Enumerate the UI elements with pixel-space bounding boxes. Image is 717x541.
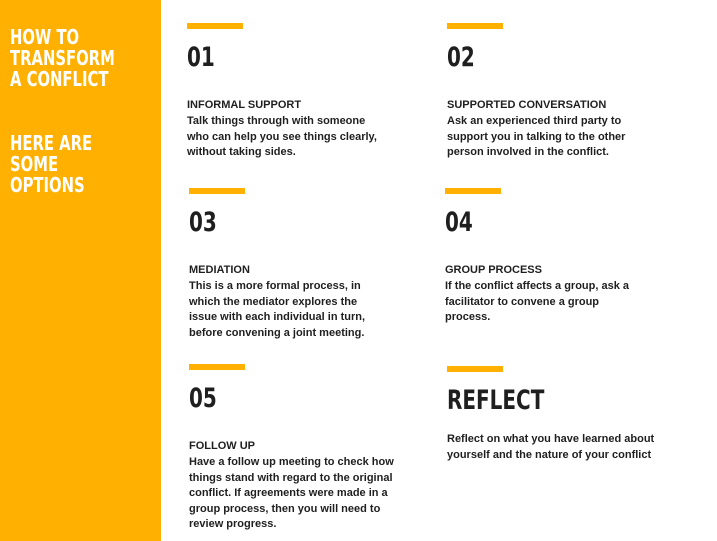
accent-bar bbox=[187, 23, 243, 29]
option-description: Ask an experienced third party to support you in talking to the other person involved in the conflict. bbox=[447, 115, 626, 158]
accent-bar bbox=[189, 188, 245, 194]
option-description: Talk things through with someone who can help you see things clearly, without taking sides. bbox=[187, 115, 377, 158]
accent-bar bbox=[189, 364, 245, 370]
option-number: 04 bbox=[445, 207, 473, 238]
option-description: Have a follow up meeting to check how things stand with regard to the original conflict. If agreements were made in a group process, then you will need to review progress. bbox=[189, 456, 394, 530]
option-number: 02 bbox=[447, 42, 475, 73]
option-title: SUPPORTED CONVERSATION bbox=[447, 99, 607, 111]
sidebar bbox=[0, 0, 161, 541]
option-title: GROUP PROCESS bbox=[445, 264, 542, 276]
option-title: FOLLOW UP bbox=[189, 440, 255, 452]
option-title: MEDIATION bbox=[189, 264, 250, 276]
accent-bar bbox=[447, 23, 503, 29]
accent-bar bbox=[445, 188, 501, 194]
option-number: 03 bbox=[189, 207, 217, 238]
option-number: 01 bbox=[187, 42, 215, 73]
option-description: Reflect on what you have learned about yourself and the nature of your conflict bbox=[447, 433, 655, 461]
option-number: REFLECT bbox=[447, 385, 545, 416]
option-description: This is a more formal process, in which the mediator explores the issue with each individual in turn, before convening a joint meeting. bbox=[189, 280, 366, 339]
option-number: 05 bbox=[189, 383, 217, 414]
sub-heading: HERE ARE SOME OPTIONS bbox=[10, 131, 93, 197]
main-heading: HOW TO TRANSFORM A CONFLICT bbox=[10, 25, 115, 91]
option-title: INFORMAL SUPPORT bbox=[187, 99, 302, 111]
option-description: If the conflict affects a group, ask a facilitator to convene a group process. bbox=[445, 280, 629, 323]
accent-bar bbox=[447, 366, 503, 372]
